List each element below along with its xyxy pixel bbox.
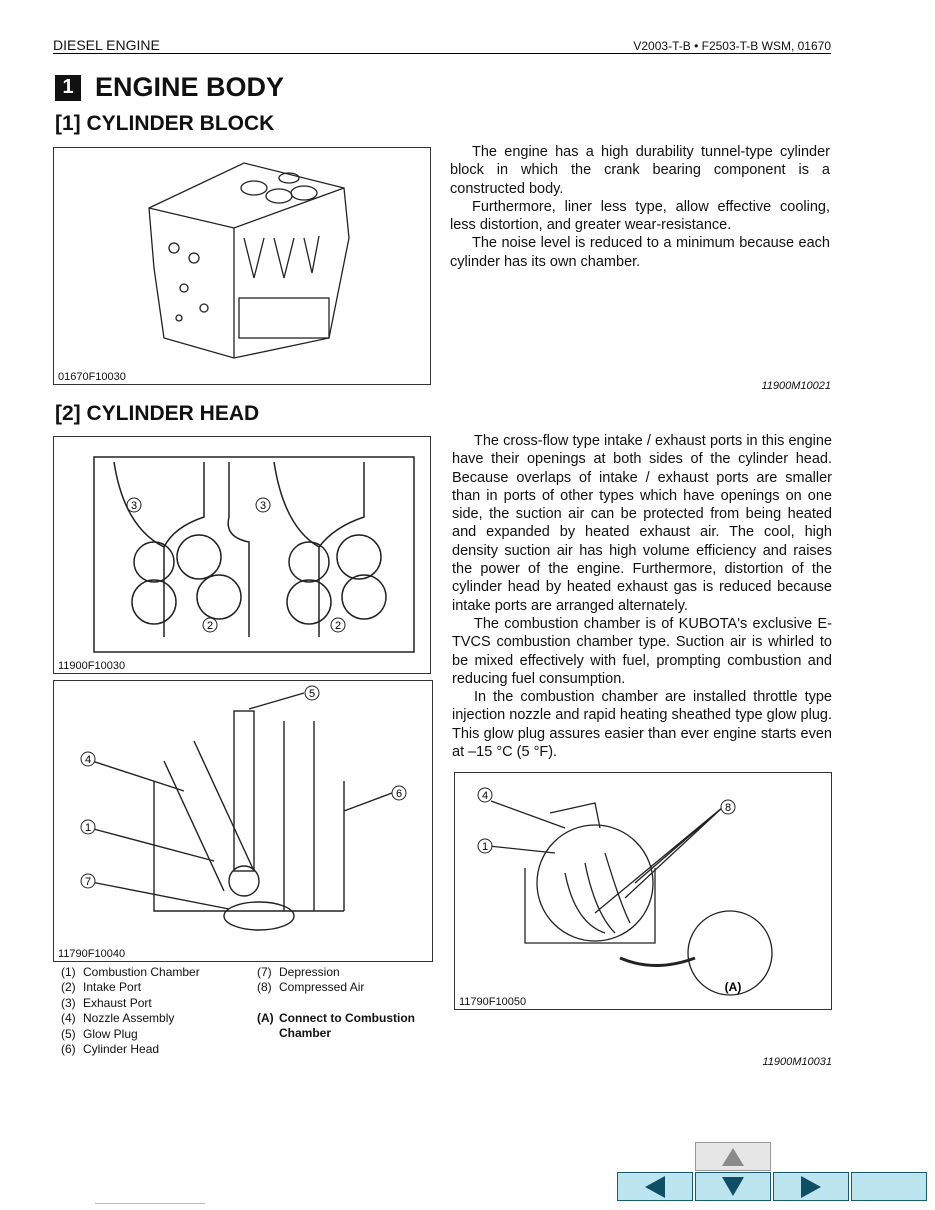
- paragraph: The cross-flow type intake / exhaust ports in this engine have their openings at both sides of the cylinder head. Because overlaps of intake / exhaust ports are smaller than in ports of other types which have openings on one side, the suction air can be protected from being heated and expanded by heated exhaust air. The cool, high density suction air has high volume efficiency and raises the power of the engine. Furthermore, distortion of the cylinder head by heated exhaust gas is reduced because intake ports are arranged alternately.: [452, 433, 832, 614]
- left-arrow-icon: [645, 1176, 665, 1198]
- right-arrow-icon: [801, 1176, 821, 1198]
- cylinder-block-heading: [1] CYLINDER BLOCK: [55, 112, 275, 135]
- figure-code: 01670F10030: [58, 371, 126, 383]
- paragraph: The combustion chamber is of KUBOTA's exclusive E-TVCS combustion chamber type. Suction air is whirled to be mixed effectively with fuel, prompting combustion and reducing fuel consumption.: [452, 615, 832, 687]
- up-arrow-icon: [722, 1148, 744, 1166]
- callout-label: 4: [481, 790, 489, 802]
- legend-item: (3) Exhaust Port: [61, 995, 152, 1010]
- paragraph: Furthermore, liner less type, allow effective cooling, less distortion, and greater wear-resistance.: [450, 198, 830, 234]
- callout-label: 3: [130, 500, 138, 512]
- section-title: [55, 72, 284, 103]
- callout-label: 4: [84, 754, 92, 766]
- figure-code: 11790F10040: [58, 948, 126, 960]
- cylinder-head-ports-drawing: [54, 437, 430, 673]
- cylinder-head-heading: [2] CYLINDER HEAD: [55, 402, 260, 425]
- header-right: V2003-T-B • F2503-T-B WSM, 01670: [633, 39, 831, 53]
- legend-item: (6) Cylinder Head: [61, 1042, 160, 1057]
- down-arrow-icon: [722, 1177, 744, 1196]
- combustion-chamber-section-figure: [53, 680, 433, 962]
- callout-label: (A): [724, 980, 742, 994]
- figure-code: 11790F10050: [459, 996, 527, 1008]
- reference-code: 11900M10031: [762, 1056, 832, 1068]
- etvcs-chamber-drawing: [455, 773, 831, 1009]
- paragraph: The engine has a high durability tunnel-type cylinder block in which the crank bearing component is a constructed body.: [450, 144, 830, 197]
- paragraph: In the combustion chamber are installed throttle type injection nozzle and rapid heating sheathed type glow plug. This glow plug assures easier than ever engine starts even at –15 °C (5 °F).: [452, 689, 832, 761]
- callout-label: 7: [84, 876, 92, 888]
- nav-blank-button[interactable]: [851, 1172, 927, 1201]
- nav-next-button[interactable]: [773, 1172, 849, 1201]
- combustion-chamber-section-drawing: [54, 681, 432, 961]
- nav-prev-button[interactable]: [617, 1172, 693, 1201]
- legend-item: (5) Glow Plug: [61, 1026, 138, 1041]
- cylinder-block-figure: [53, 147, 431, 385]
- legend-item: (2) Intake Port: [61, 980, 142, 995]
- callout-label: 5: [308, 688, 316, 700]
- cylinder-block-text: [450, 143, 830, 271]
- paragraph: The noise level is reduced to a minimum because each cylinder has its own chamber.: [450, 235, 830, 270]
- legend-item: (8) Compressed Air: [257, 980, 365, 995]
- reference-code: 11900M10021: [761, 380, 831, 392]
- header-divider: [53, 53, 831, 54]
- figure-code: 11900F10030: [58, 660, 126, 672]
- legend-item: (7) Depression: [257, 965, 340, 979]
- cylinder-head-text: [452, 432, 832, 761]
- section-title-text: ENGINE BODY: [95, 72, 285, 102]
- cylinder-head-ports-figure: [53, 436, 431, 674]
- callout-label: 8: [724, 802, 732, 814]
- etvcs-chamber-figure: [454, 772, 832, 1010]
- legend-item: Chamber: [279, 1026, 332, 1041]
- callout-label: 2: [334, 620, 342, 632]
- nav-down-button[interactable]: [695, 1172, 771, 1201]
- legend-item: (A) Connect to Combustion: [257, 1010, 415, 1025]
- callout-label: 6: [395, 788, 403, 800]
- legend-item: (1) Combustion Chamber: [61, 965, 200, 979]
- nav-up-button[interactable]: [695, 1142, 771, 1171]
- callout-label: 2: [206, 620, 214, 632]
- callout-label: 1: [84, 822, 92, 834]
- legend-right: [257, 965, 437, 1042]
- callout-label: 3: [259, 500, 267, 512]
- cylinder-block-drawing: [54, 148, 430, 384]
- legend-left: [61, 965, 251, 1057]
- callout-label: 1: [481, 841, 489, 853]
- footer-line: [95, 1203, 205, 1204]
- section-number: 1: [55, 75, 81, 101]
- legend-item: (4) Nozzle Assembly: [61, 1011, 175, 1026]
- header-left: DIESEL ENGINE: [53, 37, 160, 53]
